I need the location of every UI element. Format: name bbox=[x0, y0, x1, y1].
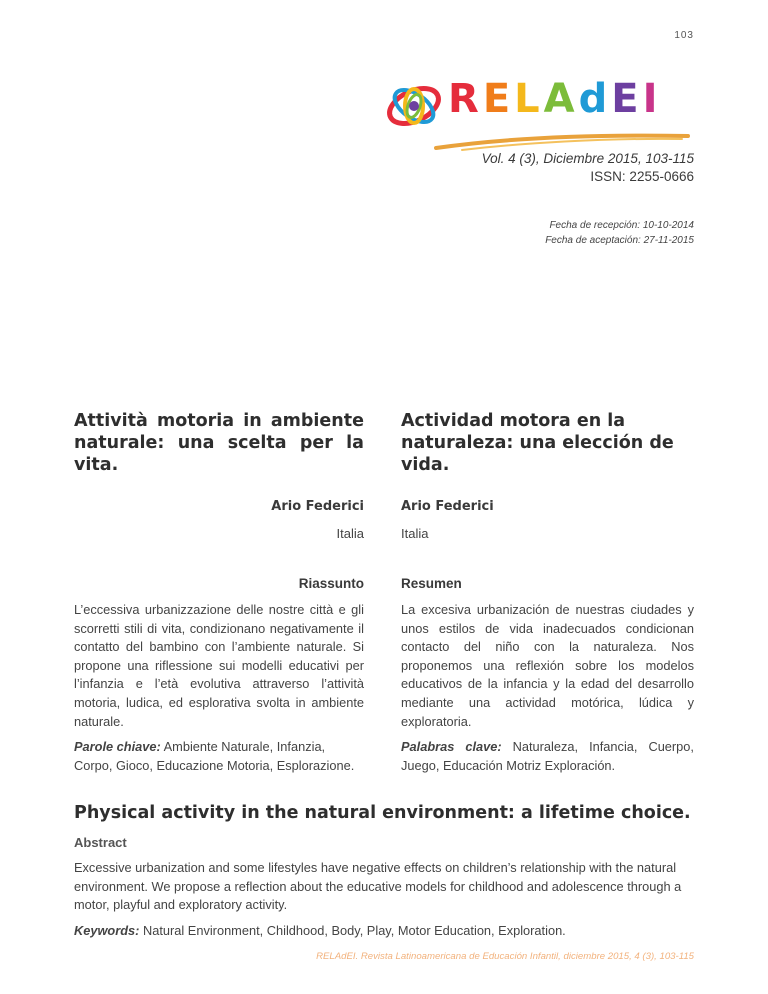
keywords-text: Ambiente Naturale, Infanzia, Corpo, Gioco, Educazione Motoria, Esplorazione. bbox=[74, 739, 355, 773]
abstract-spanish: La excesiva urbanización de nuestras ciudades y unos estilos de vida inadecuados condicionan contacto del niño con la naturaleza. Nos proponemos una reflexión sobre los modelos educativos de la infancia y la edad del desarrollo mediante una actividad motórica, lúdica y exploratoria. bbox=[401, 602, 694, 729]
keywords-text: Natural Environment, Childhood, Body, Play, Motor Education, Exploration. bbox=[142, 923, 566, 938]
issn-line: ISSN: 2255-0666 bbox=[590, 169, 694, 184]
author-italian: Ario Federici bbox=[271, 499, 364, 514]
abstract-heading-english: Abstract bbox=[74, 835, 127, 850]
keywords-spanish bbox=[401, 738, 694, 775]
author-spanish: Ario Federici bbox=[401, 499, 494, 514]
logo-letter: d bbox=[578, 76, 612, 122]
logo-letter: E bbox=[482, 76, 515, 122]
logo-letter: R bbox=[448, 76, 483, 122]
keywords-label: Keywords: bbox=[74, 923, 140, 938]
abstract-heading-spanish: Resumen bbox=[401, 576, 462, 591]
logo-letter: A bbox=[543, 76, 579, 122]
keywords-italian bbox=[74, 738, 364, 775]
country-italian: Italia bbox=[336, 526, 364, 541]
keywords-text: Naturaleza, Infancia, Cuerpo, Juego, Educación Motriz Exploración. bbox=[401, 739, 694, 773]
page-footer: RELAdEI. Revista Latinoamericana de Educación Infantil, diciembre 2015, 4 (3), 103-115 bbox=[316, 951, 694, 962]
abstract-italian: L’eccessiva urbanizzazione delle nostre città e gli scorretti stili di vita, condizionano negativamente il contatto del bambino con l’ambiente naturale. Si propone una riflessione sui modelli educativi per l’infanzia e l’età evolutiva attraverso l’attività motoria, ludica, ed esplorativa svolta in ambiente naturale. bbox=[74, 602, 364, 729]
country-spanish: Italia bbox=[401, 526, 429, 541]
received-date: Fecha de recepción: 10-10-2014 bbox=[549, 220, 694, 231]
title-spanish: Actividad motora en la naturaleza: una elección de vida. bbox=[401, 411, 674, 475]
volume-line: Vol. 4 (3), Diciembre 2015, 103-115 bbox=[481, 151, 694, 166]
page-number: 103 bbox=[674, 30, 694, 41]
keywords-label: Parole chiave: bbox=[74, 739, 161, 754]
dates-block bbox=[545, 218, 694, 248]
logo-wordmark bbox=[448, 76, 661, 122]
keywords-english bbox=[74, 922, 704, 941]
title-italian: Attività motoria in ambiente naturale: una scelta per la vita. bbox=[74, 411, 364, 475]
logo-letter: L bbox=[514, 76, 544, 122]
title-english: Physical activity in the natural environment: a lifetime choice. bbox=[74, 803, 691, 823]
keywords-label: Palabras clave: bbox=[401, 739, 502, 754]
accepted-date: Fecha de aceptación: 27-11-2015 bbox=[545, 235, 694, 246]
journal-logo bbox=[380, 70, 700, 158]
journal-info bbox=[482, 150, 694, 186]
logo-letter: E bbox=[611, 76, 643, 122]
logo-letter: I bbox=[642, 76, 662, 122]
abstract-heading-italian: Riassunto bbox=[298, 576, 364, 591]
abstract-english: Excessive urbanization and some lifestyles have negative effects on children’s relationship with the natural environment. We propose a reflection about the educative models for childhood and adolescence through a motor, playful and exploratory activity. bbox=[74, 860, 682, 913]
